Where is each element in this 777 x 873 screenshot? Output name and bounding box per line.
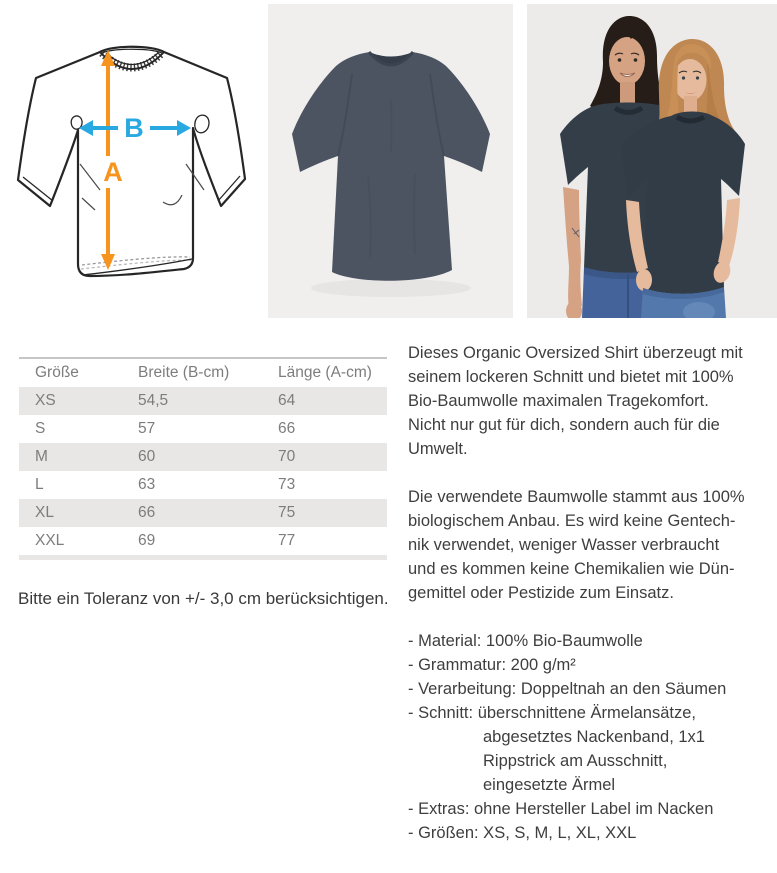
size-cell: M (35, 448, 48, 465)
label-a: A (103, 157, 123, 187)
size-cell: XXL (35, 532, 65, 549)
spec-line: - Material: 100% Bio-Baumwolle (408, 632, 643, 650)
size-cell: XL (35, 504, 54, 521)
width-cell: 66 (138, 504, 156, 521)
tshirt-measurement-drawing (16, 38, 248, 282)
size-table-row (19, 415, 387, 443)
product-photo-flat (268, 4, 513, 318)
spec-line: eingesetzte Ärmel (483, 776, 616, 794)
size-cell: L (35, 476, 44, 493)
size-table-row (19, 527, 387, 558)
product-description (408, 341, 777, 845)
width-cell: 57 (138, 420, 156, 437)
product-photo-models (527, 4, 777, 318)
description-paragraph-1 (408, 341, 777, 461)
spec-line: - Extras: ohne Hersteller Label im Nacken (408, 800, 714, 818)
shirt-shadow (311, 279, 471, 297)
paragraph-line: nik verwendet, weniger Wasser verbraucht (408, 536, 720, 554)
paragraph-line: Bio-Baumwolle maximalen Tragekomfort. (408, 392, 709, 410)
spec-line: abgesetztes Nackenband, 1x1 (483, 728, 705, 746)
paragraph-line: und es kommen keine Chemikalien wie Dün- (408, 560, 735, 578)
size-table-row (19, 387, 387, 415)
size-cell: XS (35, 392, 56, 409)
spec-line: Rippstrick am Ausschnitt, (483, 752, 668, 770)
spec-line: - Grammatur: 200 g/m² (408, 656, 576, 674)
length-cell: 77 (278, 532, 296, 549)
col-header-laenge: Länge (A-cm) (278, 364, 372, 381)
length-cell: 66 (278, 420, 296, 437)
flat-shirt-image (268, 4, 513, 318)
paragraph-line: Die verwendete Baumwolle stammt aus 100% (408, 488, 745, 506)
paragraph-line: Umwelt. (408, 440, 468, 458)
paragraph-line: Nicht nur gut für dich, sondern auch für die (408, 416, 720, 434)
paragraph-line: gemittel oder Pestizide zum Einsatz. (408, 584, 674, 602)
size-diagram (16, 38, 248, 282)
width-cell: 69 (138, 532, 156, 549)
paragraph-line: Dieses Organic Oversized Shirt überzeugt mit (408, 344, 743, 362)
size-table-header-row (19, 358, 387, 387)
size-table-row (19, 471, 387, 499)
width-cell: 63 (138, 476, 156, 493)
spec-line: - Schnitt: überschnittene Ärmelansätze, (408, 704, 696, 722)
spec-line: - Verarbeitung: Doppeltnah an den Säumen (408, 680, 727, 698)
label-b: B (124, 113, 144, 143)
size-cell: S (35, 420, 46, 437)
size-table-body (19, 387, 387, 558)
length-cell: 75 (278, 504, 296, 521)
length-cell: 73 (278, 476, 296, 493)
models-image (527, 4, 777, 318)
length-cell: 64 (278, 392, 296, 409)
size-table-row (19, 443, 387, 471)
width-cell: 60 (138, 448, 156, 465)
size-table (19, 357, 387, 560)
size-table-row (19, 499, 387, 527)
col-header-breite: Breite (B-cm) (138, 364, 230, 381)
length-cell: 70 (278, 448, 296, 465)
width-cell: 54,5 (138, 392, 169, 409)
col-header-groesse: Größe (35, 364, 79, 381)
spec-line: - Größen: XS, S, M, L, XL, XXL (408, 824, 637, 842)
tshirt-outline (18, 47, 245, 276)
right-underarm-pinch (195, 115, 209, 133)
spec-list (408, 629, 777, 845)
tolerance-note: Bitte ein Toleranz von +/- 3,0 cm berücksichtigen. (18, 589, 389, 608)
paragraph-line: biologischem Anbau. Es wird keine Gentech- (408, 512, 736, 530)
paragraph-line: seinem lockeren Schnitt und bietet mit 100% (408, 368, 734, 386)
description-paragraph-2 (408, 485, 777, 605)
